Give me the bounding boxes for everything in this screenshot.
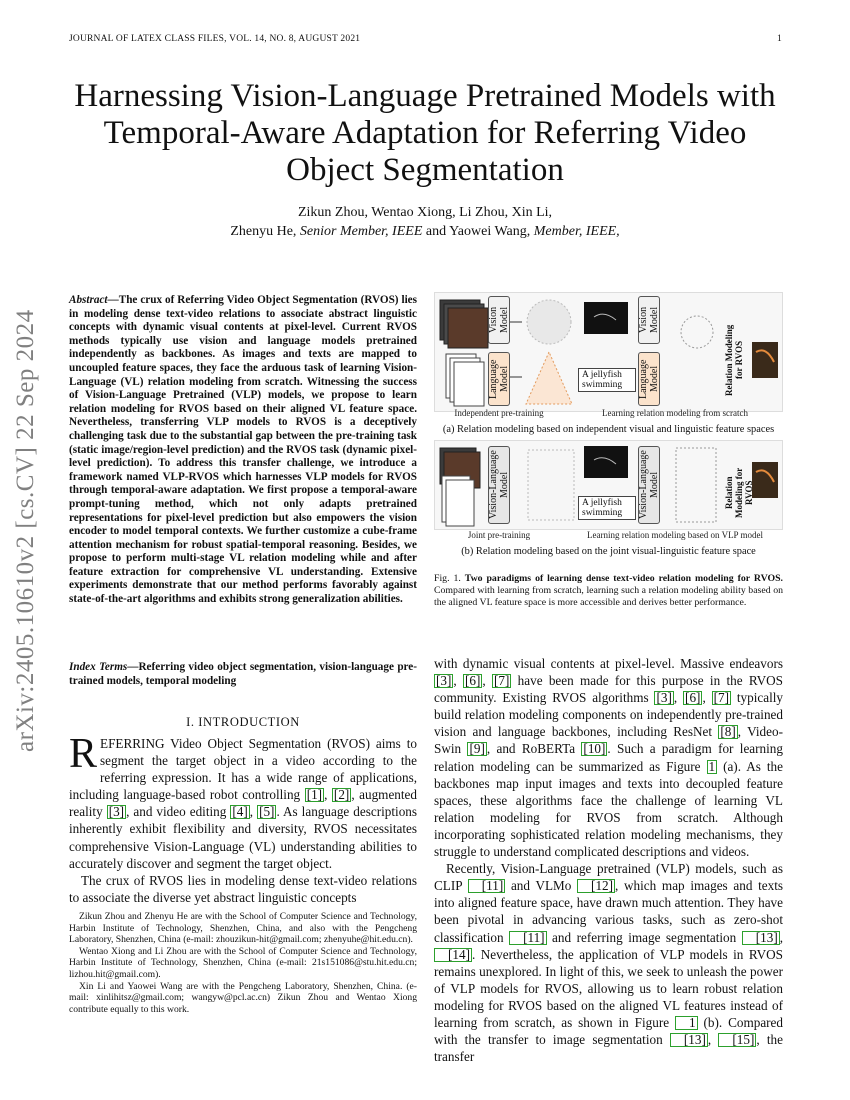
citation-link[interactable]: [11]	[468, 879, 505, 893]
relation-modeling-label: Relation Modeling for RVOS	[724, 324, 744, 396]
citation-link[interactable]: [7]	[713, 690, 729, 706]
citation-link[interactable]: [15]	[718, 1033, 756, 1047]
figure-caption-bold: Two paradigms of learning dense text-video relation modeling for RVOS.	[464, 573, 783, 584]
citation-link[interactable]: [3]	[108, 804, 125, 820]
drop-cap: R	[69, 731, 98, 777]
index-terms-label: Index Terms	[69, 661, 128, 673]
citation-link[interactable]: [2]	[333, 787, 350, 803]
intro-text	[69, 731, 418, 906]
arxiv-identifier: arXiv:2405.10610v2 [cs.CV] 22 Sep 2024	[12, 309, 39, 753]
citation-link[interactable]: [3]	[656, 690, 672, 706]
citation-link[interactable]: [7]	[493, 673, 510, 689]
panel-a-caption: (a) Relation modeling based on independent visual and linguistic feature spaces	[442, 424, 775, 435]
citation-link[interactable]: [10]	[583, 741, 606, 757]
footnote-3: Xin Li and Yaowei Wang are with the Pengcheng Laboratory, Shenzhen, China. (e-mail: xinlihitsz@gmail.com; wangyw@pcl.ac.cn) Zikun Zhou and Wentao Xiong contribute equally to this work.	[69, 980, 417, 1015]
figure-caption	[434, 573, 783, 608]
citation-link[interactable]: [14]	[434, 948, 472, 962]
citation-link[interactable]: [9]	[469, 741, 485, 757]
footnotes	[69, 911, 417, 1015]
abstract	[69, 294, 417, 607]
right-paragraph-2: Recently, Vision-Language pretrained (VLP) models, such as CLIP [11] and VLMo [12] , which map images and texts into aligned feature space, have drawn much attention. They have been pivotal in advancing various tasks, such as zero-shot classification [11] and referring image segmentation [13] , [14] . Nevertheless, the application of VLP models in RVOS remains unexplored. In light of this, we seek to unleash the power of VLP models for RVOS, allowing us to learn robust relation modeling for RVOS based on the aligned VL features instead of learning from scratch, as shown in Figure 1 (b). Compared with the transfer to image segmentation [13] , [15] , the transfer	[434, 861, 784, 1065]
author-line-1: Zikun Zhou, Wentao Xiong, Li Zhou, Xin Li,	[297, 205, 553, 220]
figure-1	[434, 290, 783, 562]
index-terms	[69, 661, 417, 688]
figure-label: Fig. 1.	[434, 573, 461, 584]
citation-link[interactable]: [6]	[464, 673, 481, 689]
citation-link[interactable]: [1]	[306, 787, 323, 803]
panel-b-left-label: Joint pre-training	[467, 530, 531, 540]
citation-link[interactable]: [4]	[232, 804, 248, 820]
footnote-1: Zikun Zhou and Zhenyu He are with the School of Computer Science and Technology, Harbin Institute of Technology, Shenzhen, China, and also with the Pengcheng Laboratory, Shenzhen, China (e-mail: zhouzikun-hit@gmail.com; zhenyuhe@hit.edu.cn).	[69, 911, 417, 946]
vision-model-block-2: Vision Model	[638, 296, 660, 344]
page-number: 1	[777, 34, 782, 44]
right-column-text	[434, 655, 783, 1065]
right-paragraph-1: with dynamic visual contents at pixel-level. Massive endeavors [3] , [6] , [7] have been made for this purpose in the RVOS community. Existing RVOS algorithms [3] , [6] , [7] typically build relation modeling components on independently pre-trained vision and language backbones, including ResNet [8] , Video-Swin [9] , and RoBERTa [10] . Such a paradigm for learning relation modeling can be summarized as Figure 1 (a). As the backbones map input images and texts into decoupled feature spaces, these algorithms face the challenge of learning VL relation modeling for RVOS from scratch. Although incorporating sophisticated relation modeling mechanisms, they struggle to understand complicated descriptions and videos.	[434, 656, 784, 860]
vl-model-block: Vision-Language Model	[488, 446, 510, 524]
author-list	[60, 203, 790, 241]
vision-model-block: Vision Model	[488, 296, 510, 344]
relation-modeling-label-2: Relation Modeling for RVOS	[724, 467, 754, 519]
panel-a-right-label: Learning relation modeling from scratch	[602, 408, 748, 418]
citation-link[interactable]: [13]	[670, 1033, 708, 1047]
citation-link[interactable]: [11]	[509, 931, 546, 945]
jellyfish-text-box-2: A jellyfish swimming	[578, 496, 636, 520]
figure-caption-text: Compared with learning from scratch, learning such a relation modeling ability based on the aligned VL feature space is more accessible and derives better performance.	[434, 584, 783, 608]
panel-a-left-label: Independent pre-training	[454, 408, 544, 418]
citation-link[interactable]: [12]	[577, 879, 615, 893]
figure-ref-link[interactable]: 1	[708, 758, 716, 774]
language-model-block: Language Model	[488, 352, 510, 406]
vl-model-block-2: Vision-Language Model	[638, 446, 660, 524]
citation-link[interactable]: [5]	[259, 804, 275, 820]
footnote-2: Wentao Xiong and Li Zhou are with the School of Computer Science and Technology, Harbin Institute of Technology, Shenzhen, China (e-mail: 21s151086@stu.hit.edu.cn; lizhou.hit@gmail.com).	[69, 945, 417, 980]
intro-paragraph-1: REFERRING Video Object Segmentation (RVOS) aims to segment the target object in a video according to the referring expression. It has a wide range of applications, including language-based robot controlling [1] , [2] , augmented reality [3] , and video editing [4] , [5] . As language descriptions inherently exhibit flexibility and diversity, RVOS necessitates comprehensive Vision-Language (VL) understanding abilities to accurately discover and segment the target object.	[69, 731, 418, 871]
index-terms-text: —Referring video object segmentation, vision-language pre-trained models, temporal modeling	[69, 661, 417, 687]
intro-paragraph-2: The crux of RVOS lies in modeling dense text-video relations to associate the diverse yet abstract linguistic concepts	[69, 872, 417, 905]
author-line-2: Zhenyu He, Senior Member, IEEE and Yaowei Wang, Member, IEEE,	[230, 224, 620, 239]
citation-link[interactable]: [13]	[742, 931, 780, 945]
abstract-label: Abstract	[69, 294, 108, 306]
citation-link[interactable]: [6]	[685, 690, 701, 706]
citation-link[interactable]: [8]	[720, 724, 736, 740]
abstract-text: —The crux of Referring Video Object Segmentation (RVOS) lies in modeling dense text-video relations to associate abstract linguistic concepts with dynamic visual contents at pixel-level. Current RVOS methods typically use vision and language models pretrained independently as backbones. As images and texts are mapped to uncoupled feature spaces, they face the arduous task of learning Vision-Language (VL) relation modeling from scratch. Witnessing the success of Vision-Language Pretrained (VLP) models, we propose to learn relation modeling for RVOS based on their aligned VL feature space. Nevertheless, transferring VLP models to RVOS is a deceptively challenging task due to the substantial gap between the pre-training task (static image/region-level prediction) and the RVOS task (dynamic pixel-level prediction). To address this transfer challenge, we introduce a framework named VLP-RVOS which harnesses VLP models for RVOS through temporal-aware adaptation. We first propose a temporal-aware prompt-tuning method, which not only adapts pretrained representations for pixel-level prediction but also empowers the vision encoder to model temporal contexts. We further customize a cube-frame attention mechanism for robust spatial-temporal reasoning. Besides, we propose to perform multi-stage VL relation modeling while and after feature extraction for comprehensive VL understanding. Extensive experiments demonstrate that our method performs favorably against state-of-the-art algorithms and exhibits strong generalization abilities.	[69, 294, 417, 606]
panel-b-right-label: Learning relation modeling based on VLP model	[587, 530, 763, 540]
section-heading: I. INTRODUCTION	[186, 715, 300, 729]
jellyfish-text-box: A jellyfish swimming	[578, 368, 636, 392]
figure-ref-link[interactable]: 1	[675, 1016, 698, 1030]
running-header: JOURNAL OF LATEX CLASS FILES, VOL. 14, NO. 8, AUGUST 2021	[69, 34, 361, 44]
language-model-block-2: Language Model	[638, 352, 660, 406]
panel-b-caption: (b) Relation modeling based on the joint visual-linguistic feature space	[461, 546, 756, 557]
paper-title: Harnessing Vision-Language Pretrained Models with Temporal-Aware Adaptation for Referring Video Object Segmentation	[74, 78, 776, 188]
citation-link[interactable]: [3]	[436, 673, 452, 689]
